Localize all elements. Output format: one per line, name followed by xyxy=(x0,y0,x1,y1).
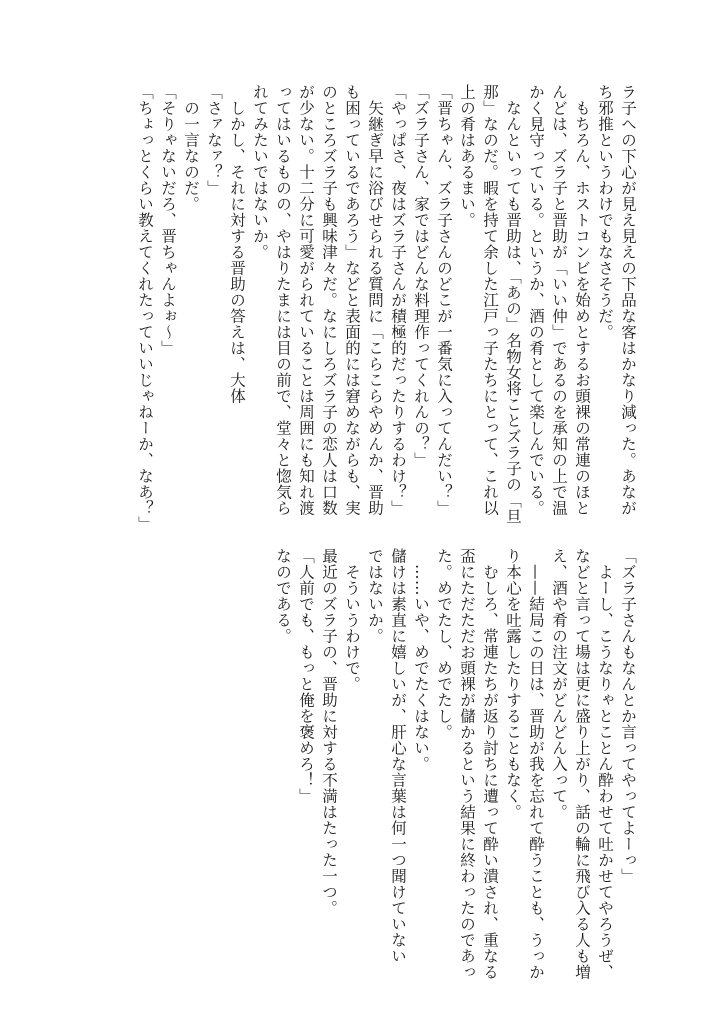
text-line: なんといっても晋助は、「あの」名物女将ことズラ子の「旦 xyxy=(504,99,522,524)
text-line: 最近のズラ子の、晋助に対する不満はたった一つ。 xyxy=(320,548,338,916)
text-line: た。めでたし、めでたし。 xyxy=(435,548,453,740)
text-line: 儲けは素直に嬉しいが、肝心な言葉は何一つ聞けていない xyxy=(389,548,407,964)
upper-text-block xyxy=(133,84,639,532)
dialogue-line: 「人前でも、もっと俺を褒めろ！」 xyxy=(297,548,315,804)
dialogue-line: 「やっぱさ、夜はズラ子さんが積極的だったりするわけ？」 xyxy=(389,84,407,516)
text-line: ち邪推というわけでもなさそうだ。 xyxy=(596,84,614,340)
text-line: もちろん、ホストコンビを始めとするお頭裸の常連のほと xyxy=(573,99,591,516)
text-line: などと言って場は更に盛り上がり、話の輪に飛び入る人も増 xyxy=(573,548,591,980)
dialogue-line: 「そりゃないだろ、晋ちゃんよぉ〜」 xyxy=(159,84,177,356)
text-line: れてみたいではないか。 xyxy=(251,84,269,260)
text-line: そういうわけで。 xyxy=(343,563,361,692)
dialogue-line: 「ちょっとくらい教えてくれたっていいじゃねーか、なあ？」 xyxy=(136,84,154,532)
text-line: なのである。 xyxy=(274,548,292,644)
text-line: ラ子への下心が見え見えの下品な客はかなり減った。あなが xyxy=(619,84,637,516)
text-line: え、酒や肴の注文がどんどん入って。 xyxy=(550,548,568,820)
text-line: も困っているであろう」などと表面的には窘めながらも、実 xyxy=(343,84,361,516)
text-line: 盃にただただお頭裸が儲かるという結果に終わったのであっ xyxy=(458,548,476,980)
text-line: り本心を吐露したりすることもなく。 xyxy=(504,548,522,820)
dialogue-line: 「晋ちゃん、ズラ子さんのどこが一番気に入ってんだい？」 xyxy=(435,84,453,516)
text-line: ではないか。 xyxy=(366,548,384,644)
text-line: が少ない。十二分に可愛がられていることは周囲にも知れ渡 xyxy=(297,84,315,516)
text-line: 那」なのだ。暇を持て余した江戸っ子たちにとって、これ以 xyxy=(481,84,499,516)
dialogue-line: 「さァなァ？」 xyxy=(205,84,223,196)
text-line: ——結局この日は、晋助が我を忘れて酔うことも、うっか xyxy=(527,563,545,980)
text-line: 矢継ぎ早に浴びせられる質問に「こらこらやめんか、晋助 xyxy=(366,99,384,516)
lower-text-block xyxy=(271,548,639,980)
text-line: ってはいるものの、やはりたまには目の前で、堂々と惚気ら xyxy=(274,84,292,516)
text-line: のところズラ子も興味津々だ。なにしろズラ子の恋人は口数 xyxy=(320,84,338,516)
text-line: 上の肴はあるまい。 xyxy=(458,84,476,228)
text-line: しかし、それに対する晋助の答えは、大体 xyxy=(228,99,246,404)
text-line: よーし、こうなりゃとことん酔わせて吐かせてやろうぜ、 xyxy=(596,563,614,980)
text-line: の一言なのだ。 xyxy=(182,99,200,212)
dialogue-line: 「ズラ子さん、家ではどんな料理作ってくれんの？」 xyxy=(412,84,430,468)
dialogue-line: 「ズラ子さんもなんとか言ってやってよーっ」 xyxy=(619,548,637,884)
text-line: ……いや、めでたくはない。 xyxy=(412,563,430,772)
text-line: かく見守っている。というか、酒の肴として楽しんでいる。 xyxy=(527,84,545,516)
text-line: むしろ、常連たちが返り討ちに遭って酔い潰され、重なる xyxy=(481,563,499,980)
text-line: んどは、ズラ子と晋助が「いい仲」であるのを承知の上で温 xyxy=(550,84,568,516)
